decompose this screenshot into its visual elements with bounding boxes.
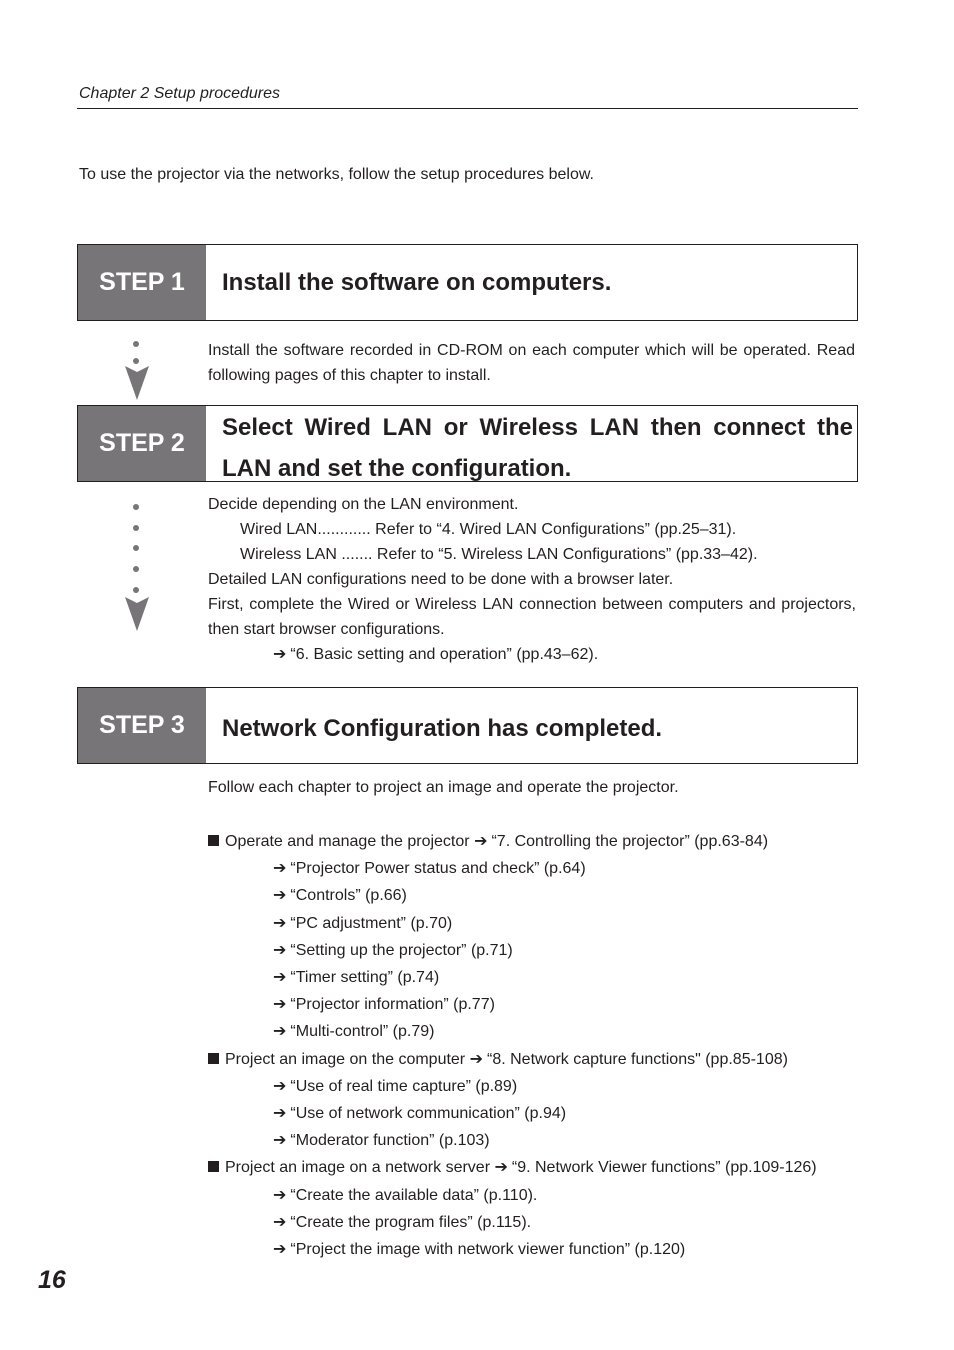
step-1-box <box>77 244 858 321</box>
arrow-right-icon: ➔ <box>469 1050 483 1068</box>
arrow-right-icon: ➔ <box>273 1023 287 1041</box>
chapter-header: Chapter 2 Setup procedures <box>79 85 281 102</box>
arrow-right-icon: ➔ <box>273 860 287 878</box>
step-2-arrow-icon <box>124 500 150 634</box>
step-1-title: Install the software on computers. <box>222 269 612 296</box>
list-item: ➔ “Create the available data” (p.110). <box>208 1182 817 1209</box>
list-item: ➔ “Controls” (p.66) <box>208 882 817 909</box>
wireless-lan-ref: Wireless LAN ....... Refer to “5. Wireless LAN Configurations” (pp.33–42). <box>240 546 758 563</box>
step-3-title: Network Configuration has completed. <box>222 715 663 742</box>
list-item: ➔ “Project the image with network viewer function” (p.120) <box>208 1236 817 1263</box>
arrow-right-icon: ➔ <box>273 941 287 959</box>
list-item: ➔ “Multi-control” (p.79) <box>208 1018 817 1045</box>
list-item: ➔ “Setting up the projector” (p.71) <box>208 937 817 964</box>
step-2-body <box>208 492 856 667</box>
step-1-body: Install the software recorded in CD-ROM on each computer which will be operated. Read following pages of this chapter to install. <box>208 342 855 384</box>
list-item: ➔ “Timer setting” (p.74) <box>208 964 817 991</box>
step-1-label: STEP 1 <box>78 245 206 320</box>
section-heading: Operate and manage the projector ➔ “7. Controlling the projector” (pp.63-84) <box>208 828 817 855</box>
arrow-right-icon: ➔ <box>494 1159 508 1177</box>
list-item: ➔ “Use of real time capture” (p.89) <box>208 1073 817 1100</box>
step-2-line-1: Decide depending on the LAN environment. <box>208 496 519 513</box>
section-heading: Project an image on a network server ➔ “9. Network Viewer functions” (pp.109-126) <box>208 1154 817 1181</box>
header-rule <box>77 108 858 109</box>
list-item: ➔ “Create the program files” (p.115). <box>208 1209 817 1236</box>
basic-setting-ref: ➔ “6. Basic setting and operation” (pp.43–62). <box>208 642 856 667</box>
wired-lan-ref: Wired LAN............ Refer to “4. Wired LAN Configurations” (pp.25–31). <box>240 521 737 538</box>
step-2-box <box>77 405 858 482</box>
step-3-body: Follow each chapter to project an image and operate the projector. <box>208 779 679 796</box>
square-bullet-icon <box>208 1053 219 1064</box>
square-bullet-icon <box>208 835 219 846</box>
arrow-right-icon: ➔ <box>273 646 287 663</box>
list-item: ➔ “Projector Power status and check” (p.64) <box>208 855 817 882</box>
step-2-line-4: Detailed LAN configurations need to be done with a browser later. <box>208 571 674 588</box>
list-item: ➔ “PC adjustment” (p.70) <box>208 910 817 937</box>
arrow-right-icon: ➔ <box>273 1105 287 1123</box>
step-1-arrow-icon <box>124 338 150 402</box>
step-2-title: Select Wired LAN or Wireless LAN then connect the LAN and set the configuration. <box>222 414 853 482</box>
arrow-right-icon: ➔ <box>273 996 287 1014</box>
list-item: ➔ “Use of network communication” (p.94) <box>208 1100 817 1127</box>
arrow-right-icon: ➔ <box>273 1241 287 1259</box>
arrow-right-icon: ➔ <box>474 833 488 850</box>
square-bullet-icon <box>208 1161 219 1172</box>
arrow-right-icon: ➔ <box>273 969 287 987</box>
page-number: 16 <box>38 1266 66 1294</box>
chapter-reference-list <box>208 828 817 1263</box>
section-heading: Project an image on the computer ➔ “8. Network capture functions" (pp.85-108) <box>208 1046 817 1073</box>
step-2-line-5: First, complete the Wired or Wireless LAN connection between computers and projectors, then start browser configurations. <box>208 596 856 638</box>
arrow-right-icon: ➔ <box>273 1132 287 1150</box>
arrow-right-icon: ➔ <box>273 1077 287 1095</box>
arrow-right-icon: ➔ <box>273 1213 287 1231</box>
intro-text: To use the projector via the networks, follow the setup procedures below. <box>79 166 594 183</box>
step-2-label: STEP 2 <box>78 406 206 481</box>
arrow-right-icon: ➔ <box>273 914 287 932</box>
arrow-right-icon: ➔ <box>273 1186 287 1204</box>
arrow-right-icon: ➔ <box>273 887 287 905</box>
list-item: ➔ “Projector information” (p.77) <box>208 991 817 1018</box>
step-3-box <box>77 687 858 764</box>
list-item: ➔ “Moderator function” (p.103) <box>208 1127 817 1154</box>
step-3-label: STEP 3 <box>78 688 206 763</box>
